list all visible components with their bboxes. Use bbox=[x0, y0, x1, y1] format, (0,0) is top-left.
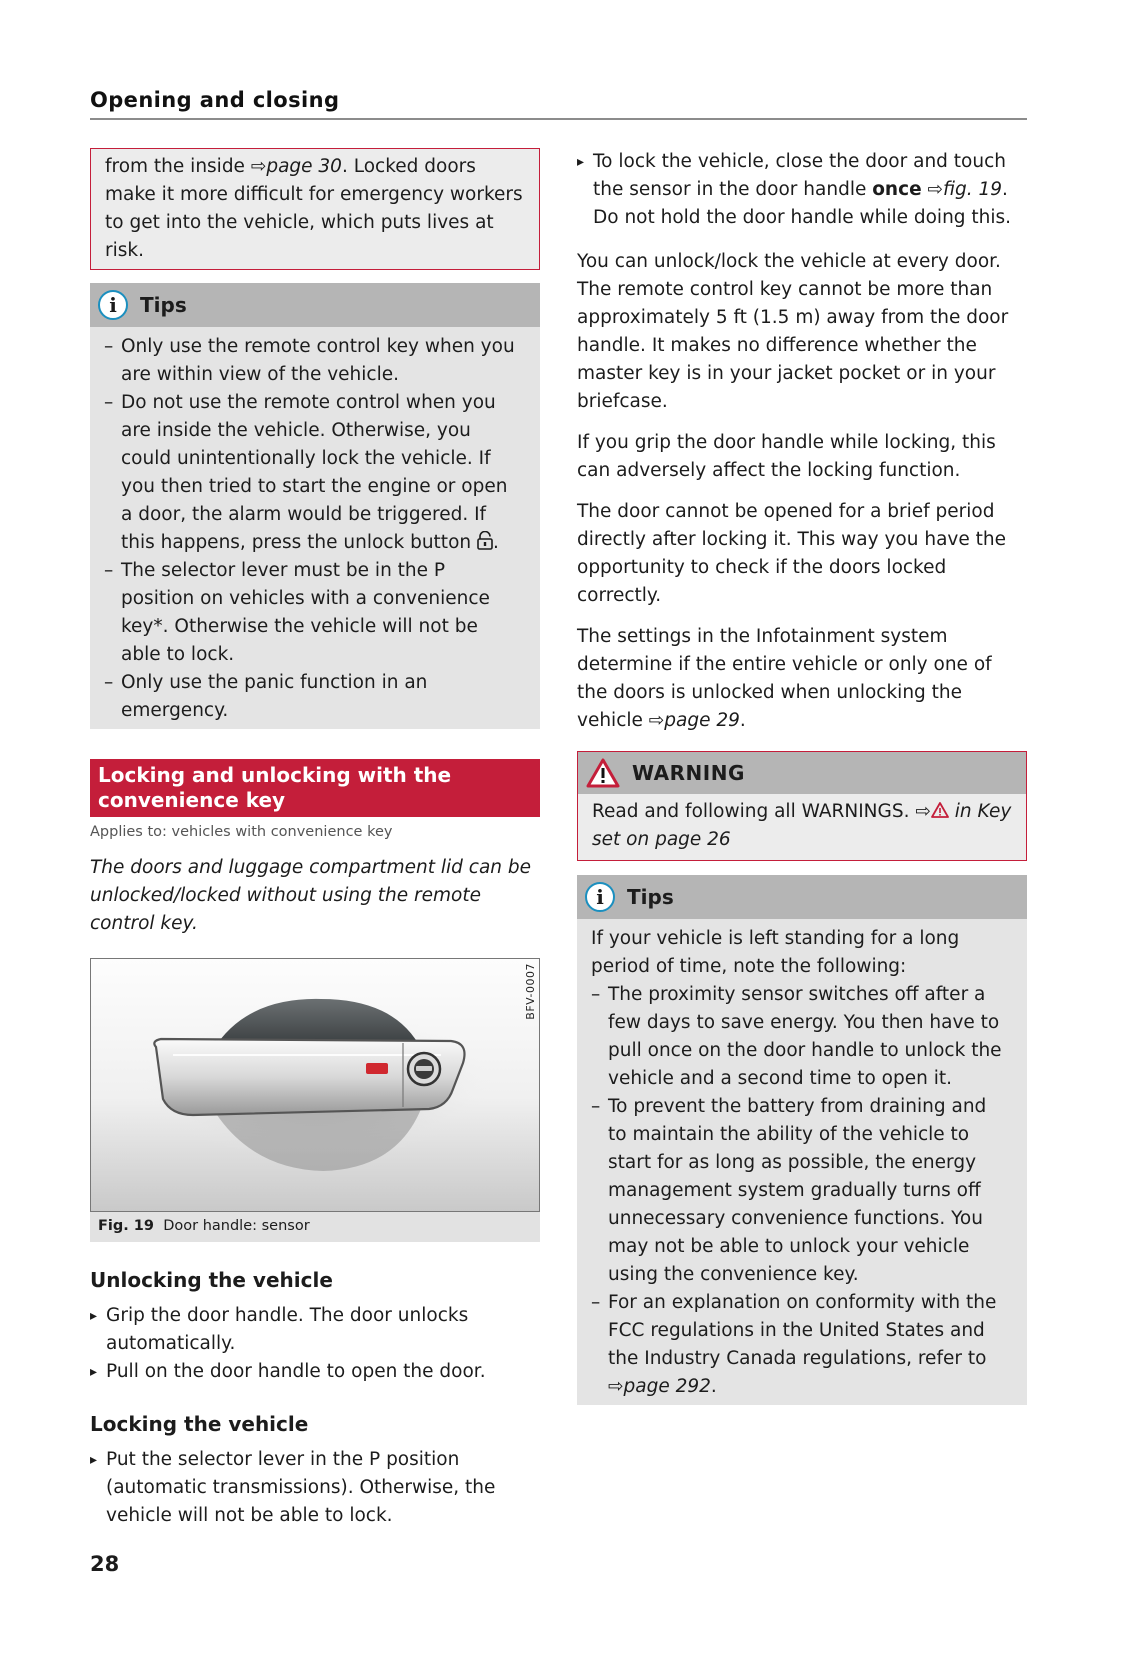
tips-list bbox=[90, 327, 540, 729]
lock-step: ▸ To lock the vehicle, close the door and touch the sensor in the door handle once ⇨fig. 19. Do not hold the door handle while doing this. bbox=[577, 148, 1027, 232]
figure-caption: Fig. 19 Door handle: sensor bbox=[98, 1218, 310, 1234]
tips-item: – The selector lever must be in the P position on vehicles with a convenience key*. Otherwise the vehicle will not be able to lock. bbox=[104, 557, 522, 669]
page-reference-link[interactable]: ⇨page 29 bbox=[648, 710, 740, 731]
door-handle-image bbox=[91, 959, 538, 1208]
lock-step: ▸ Put the selector lever in the P position (automatic transmissions). Otherwise, the vehicle will not be able to lock. bbox=[90, 1446, 540, 1530]
page-reference-link[interactable]: ⇨page 30 bbox=[250, 156, 342, 177]
applies-to-note: Applies to: vehicles with convenience key bbox=[90, 824, 393, 840]
figure-code: BFV-0007 bbox=[524, 963, 537, 1020]
warning-header bbox=[578, 752, 1026, 794]
tips-item: – For an explanation on conformity with the FCC regulations in the United States and the Industry Canada regulations, refer to ⇨page 292. bbox=[591, 1289, 1009, 1401]
tips-item: – Only use the panic function in an emergency. bbox=[104, 669, 522, 725]
right-column bbox=[577, 148, 1027, 1405]
info-icon: i bbox=[98, 290, 128, 320]
warning-continuation-text: from the inside ⇨page 30. Locked doors make it more difficult for emergency workers to get into the vehicle, which puts lives at risk. bbox=[105, 156, 523, 261]
figure-reference-link[interactable]: ⇨fig. 19 bbox=[921, 179, 1003, 200]
tips-item: – Do not use the remote control when you are inside the vehicle. Otherwise, you could unintentionally lock the vehicle. If you then tried to start the engine or open a door, the alarm would be triggered. If this happens, press the unlock button . bbox=[104, 389, 522, 557]
tips-box-left bbox=[90, 283, 540, 729]
warning-reference-link[interactable]: in Key set on page 26 bbox=[592, 801, 1012, 850]
warning-box bbox=[577, 751, 1027, 861]
tips-list bbox=[577, 981, 1027, 1405]
warning-continuation-box bbox=[90, 148, 540, 270]
tips-header bbox=[577, 875, 1027, 919]
section-intro: The doors and luggage compartment lid can be unlocked/locked without using the remote control key. bbox=[90, 857, 532, 934]
paragraph: The settings in the Infotainment system determine if the entire vehicle or only one of the doors is unlocked when unlocking the vehicle ⇨page 29. bbox=[577, 626, 992, 731]
tips-intro: If your vehicle is left standing for a long period of time, note the following: bbox=[591, 928, 960, 977]
door-handle-illustration bbox=[90, 958, 540, 1212]
section-heading: Locking and unlocking with the convenience key bbox=[90, 759, 540, 817]
warning-body: Read and following all WARNINGS. ⇨ in Key set on page 26 bbox=[578, 794, 1026, 860]
tips-item: – Only use the remote control key when you are within view of the vehicle. bbox=[104, 333, 522, 389]
locking-heading: Locking the vehicle bbox=[90, 1412, 309, 1436]
page-header-title: Opening and closing bbox=[90, 88, 340, 112]
unlocking-heading: Unlocking the vehicle bbox=[90, 1268, 333, 1292]
tips-title: Tips bbox=[627, 885, 674, 909]
tips-item: – The proximity sensor switches off after a few days to save energy. You then have to pull once on the door handle to unlock the vehicle and a second time to open it. bbox=[591, 981, 1009, 1093]
paragraph: The door cannot be opened for a brief period directly after locking it. This way you have the opportunity to check if the doors locked correctly. bbox=[577, 501, 1006, 606]
tips-title: Tips bbox=[140, 293, 187, 317]
header-rule bbox=[90, 118, 1027, 120]
left-column bbox=[90, 148, 540, 1530]
tips-header bbox=[90, 283, 540, 327]
page-reference-link[interactable]: ⇨page 292 bbox=[608, 1376, 711, 1397]
unlock-button-icon bbox=[477, 531, 493, 550]
unlock-step: ▸ Pull on the door handle to open the door. bbox=[90, 1358, 540, 1386]
warning-triangle-icon bbox=[586, 758, 620, 788]
warning-title: WARNING bbox=[632, 761, 745, 785]
tips-item: – To prevent the battery from draining and to maintain the ability of the vehicle to start for as long as possible, the energy management system gradually turns off unnecessary convenience functions. You may not be able to unlock your vehicle using the convenience key. bbox=[591, 1093, 1009, 1289]
page-number: 28 bbox=[90, 1552, 120, 1576]
paragraph: If you grip the door handle while locking, this can adversely affect the locking function. bbox=[577, 432, 996, 481]
paragraph: You can unlock/lock the vehicle at every door. The remote control key cannot be more than approximately 5 ft (1.5 m) away from the door handle. It makes no difference whether the master key is in your jacket pocket or in your briefcase. bbox=[577, 251, 1009, 412]
warning-small-icon bbox=[931, 802, 949, 818]
unlock-step: ▸ Grip the door handle. The door unlocks automatically. bbox=[90, 1302, 540, 1358]
tips-box-right bbox=[577, 875, 1027, 1405]
info-icon: i bbox=[585, 882, 615, 912]
figure-19 bbox=[90, 958, 540, 1242]
